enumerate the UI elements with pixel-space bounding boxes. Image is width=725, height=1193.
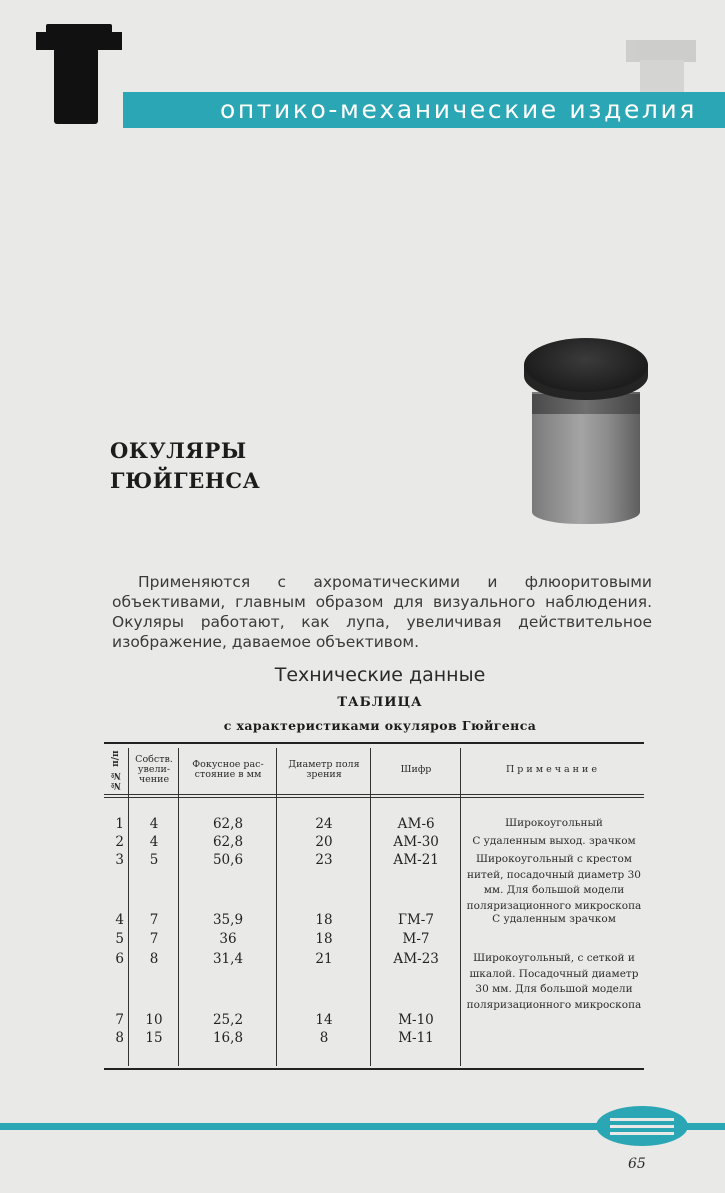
cell-field-diameter: 20	[315, 834, 333, 850]
cell-num: 4	[115, 912, 124, 928]
eyepiece-photo	[520, 338, 652, 528]
cell-note: Широкоугольный	[505, 817, 603, 829]
table-label: ТАБЛИЦА	[337, 695, 423, 710]
cell-magnification: 7	[149, 912, 159, 928]
cell-num: 5	[115, 931, 124, 947]
cell-field-diameter: 24	[315, 816, 333, 832]
cell-code: М-7	[402, 931, 430, 947]
column-divider	[178, 748, 179, 1066]
cell-magnification: 4	[149, 816, 159, 832]
cell-note: С удаленным зрачком	[492, 913, 616, 925]
product-title	[110, 436, 260, 496]
cell-focal-length: 16,8	[212, 1030, 244, 1046]
column-divider	[460, 748, 461, 1066]
column-header-focal-length: Фокусное рас-стояние в мм	[192, 759, 264, 780]
section-title: оптико-механические изделия	[219, 95, 697, 124]
cell-focal-length: 62,8	[212, 834, 244, 850]
header-rule-double	[104, 797, 644, 798]
column-header-num: №№ п/п	[111, 750, 121, 790]
cell-field-diameter: 18	[315, 912, 333, 928]
cell-field-diameter: 8	[319, 1030, 329, 1046]
cell-field-diameter: 18	[315, 931, 333, 947]
cell-magnification: 7	[149, 931, 159, 947]
brand-logo-icon	[36, 24, 122, 124]
product-title-line-1: ОКУЛЯРЫ	[110, 438, 247, 463]
cell-focal-length: 50,6	[212, 852, 244, 868]
cell-code: ГМ-7	[398, 912, 434, 928]
cell-note: Широкоугольный с крестом нитей, посадочный диаметр 30 мм. Для большой модели поляризационного микроскопа	[466, 853, 642, 912]
specs-heading: Технические данные	[274, 664, 486, 686]
column-header-magnification: Собств. увели-чение	[135, 754, 173, 785]
column-header-note: Примечание	[506, 764, 600, 775]
cell-num: 2	[115, 834, 124, 850]
product-description: Применяются с ахроматическими и флюоритовыми объективами, главным образом для визуального наблюдения. Окуляры работают, как лупа, увеличивая действительное изображение, даваемое объективом.	[112, 573, 652, 651]
cell-magnification: 5	[149, 852, 159, 868]
cell-focal-length: 25,2	[212, 1012, 244, 1028]
cell-magnification: 15	[145, 1030, 163, 1046]
cell-note: С удаленным выход. зрачком	[472, 835, 636, 847]
column-divider	[276, 748, 277, 1066]
cell-code: М-11	[398, 1030, 434, 1046]
cell-code: АМ-21	[393, 852, 439, 868]
cell-num: 7	[115, 1012, 124, 1028]
cell-note: Широкоугольный, с сеткой и шкалой. Посадочный диаметр 30 мм. Для большой модели поляризационного микроскопа	[466, 952, 642, 1011]
column-divider	[370, 748, 371, 1066]
cell-code: АМ-6	[397, 816, 435, 832]
product-title-line-2: ГЮЙГЕНСА	[110, 468, 261, 493]
column-divider	[128, 748, 129, 1066]
cell-focal-length: 36	[219, 931, 237, 947]
cell-num: 6	[115, 951, 124, 967]
page-number: 65	[628, 1156, 646, 1172]
lens-logo-icon	[596, 1106, 688, 1146]
cell-code: АМ-23	[393, 951, 439, 967]
cell-magnification: 8	[149, 951, 159, 967]
header-rule	[104, 794, 644, 795]
cell-code: АМ-30	[393, 834, 439, 850]
cell-field-diameter: 21	[315, 951, 333, 967]
specs-table	[104, 742, 644, 1070]
column-header-field-diameter: Диаметр поля зрения	[288, 759, 360, 780]
cell-focal-length: 62,8	[212, 816, 244, 832]
cell-num: 8	[115, 1030, 124, 1046]
cell-magnification: 4	[149, 834, 159, 850]
cell-focal-length: 35,9	[212, 912, 244, 928]
table-caption: с характеристиками окуляров Гюйгенса	[223, 718, 537, 733]
cell-num: 1	[115, 816, 124, 832]
cell-focal-length: 31,4	[212, 951, 244, 967]
cell-num: 3	[115, 852, 124, 868]
cell-code: М-10	[398, 1012, 434, 1028]
column-header-code: Шифр	[400, 764, 432, 775]
cell-field-diameter: 23	[315, 852, 333, 868]
cell-magnification: 10	[145, 1012, 163, 1028]
cell-field-diameter: 14	[315, 1012, 333, 1028]
section-header-band	[123, 92, 725, 128]
